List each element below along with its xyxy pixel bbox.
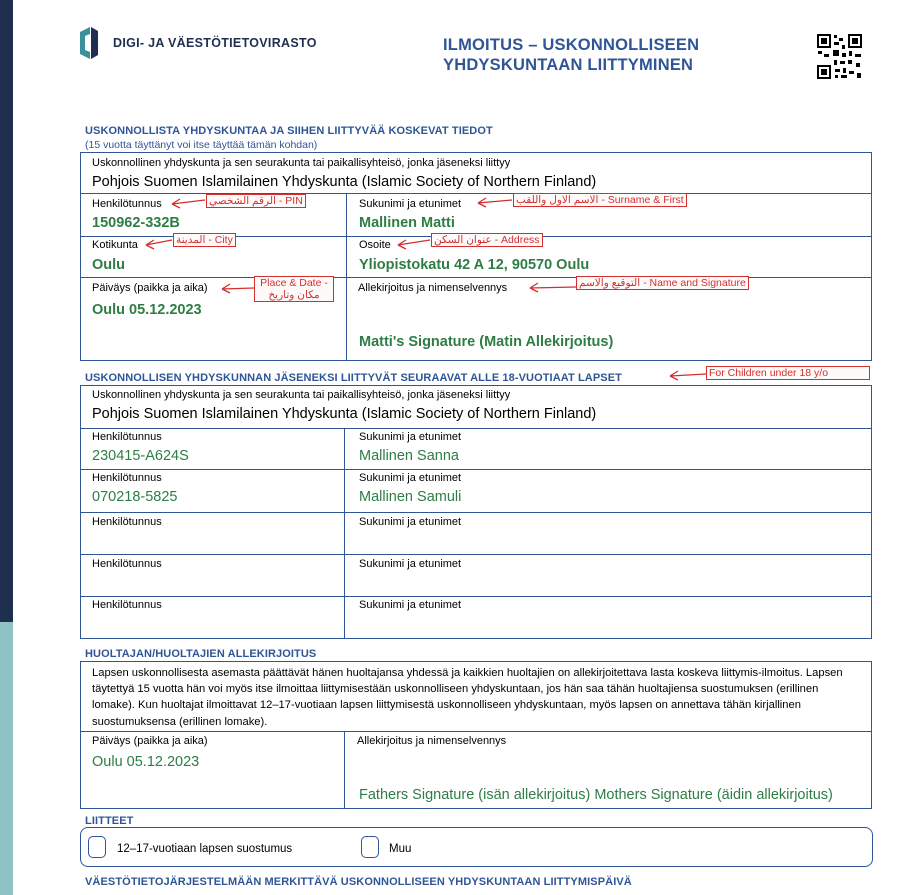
divider [80,193,872,194]
community-label: Uskonnollinen yhdyskunta ja sen seurakunta tai paikallisyhteisö, jonka jäseneksi liittyy [92,157,511,169]
annotation-name: الاسم الاول واللقب - Surname & First [513,193,687,207]
date-field[interactable]: Oulu 05.12.2023 [92,302,202,318]
child-name-field[interactable]: Mallinen Samuli [359,489,462,505]
agency-logo-icon [78,26,100,60]
divider [80,469,872,470]
annotation-place-date: Place & Date - مكان وتاريخ [254,276,334,302]
guardian-signature-field[interactable]: Fathers Signature (isän allekirjoitus) Mothers Signature (äidin allekirjoitus) [359,787,833,803]
children-community-field[interactable]: Pohjois Suomen Islamilainen Yhdyskunta (Islamic Society of Northern Finland) [92,406,597,422]
city-label: Kotikunta [92,239,138,251]
guardian-signature-label: Allekirjoitus ja nimenselvennys [357,735,507,747]
section5-title: VÄESTÖTIETOJÄRJESTELMÄÄN MERKITTÄVÄ USKONNOLLISEEN YHDYSKUNTAAN LIITTYMISPÄIVÄ [85,876,632,888]
document-title [443,35,699,75]
child-pin-label: Henkilötunnus [92,431,162,443]
left-sidebar-stripe-teal [0,622,13,895]
child-name-label: Sukunimi ja etunimet [359,558,462,570]
signature-label: Allekirjoitus ja nimenselvennys [358,282,508,294]
guardian-date-field[interactable]: Oulu 05.12.2023 [92,754,200,770]
other-checkbox-label: Muu [389,843,412,855]
arrow-children-icon [670,371,706,380]
section2-title: USKONNOLLISEN YHDYSKUNNAN JÄSENEKSI LIITTYVÄT SEURAAVAT ALLE 18-VUOTIAAT LAPSET [85,372,622,384]
agency-name: DIGI- JA VÄESTÖTIETOVIRASTO [113,36,317,50]
pin-field[interactable]: 150962-332B [92,215,180,231]
name-label: Sukunimi ja etunimet [359,198,462,210]
title-line-2: YHDYSKUNTAAN LIITTYMINEN [443,56,694,74]
column-divider [344,428,345,639]
consent-checkbox[interactable] [88,836,106,858]
guardian-info-paragraph: Lapsen uskonnollisesta asemasta päättävät hänen huoltajansa yhdessä ja kaikkien huoltajien on allekirjoitettava lasta koskeva liittymis-ilmoitus. Lapsen täytettyä 15 vuotta hän voi myös itse ilmoittaa liittymisestään uskonnolliseen yhdyskuntaan, jos hän saa tähän huoltajiensa suostumuksen (erillinen lomake). Kun huoltajat ilmoittavat 12–17-vuotiaan lapsen liittymisestä uskonnolliseen yhdyskuntaan, myös lapsen on annettava tähän kirjallinen suostumuksensa (erillinen lomake). [92,667,843,728]
divider [80,731,872,732]
pin-label: Henkilötunnus [92,198,162,210]
qr-code-icon [816,33,863,80]
divider [80,596,872,597]
divider [80,428,872,429]
child-name-label: Sukunimi ja etunimet [359,599,462,611]
child-pin-label: Henkilötunnus [92,599,162,611]
left-sidebar-stripe-dark [0,0,13,622]
section3-title: HUOLTAJAN/HUOLTAJIEN ALLEKIRJOITUS [85,648,317,660]
annotation-address: عنوان السكن - Address [431,233,543,247]
divider [80,277,872,278]
date-label: Päiväys (paikka ja aika) [92,282,208,294]
section4-title: LIITTEET [85,815,134,827]
annotation-signature: التوقيع والاسم - Name and Signature [576,276,749,290]
column-divider [344,731,345,809]
annotation-children: For Children under 18 y/o [706,366,870,380]
city-field[interactable]: Oulu [92,257,126,273]
child-name-field[interactable]: Mallinen Sanna [359,448,459,464]
column-divider [346,193,347,361]
annotation-pin: الرقم الشخصي - PIN [206,194,306,208]
name-field[interactable]: Mallinen Matti [359,215,455,231]
child-name-label: Sukunimi ja etunimet [359,516,462,528]
child-pin-label: Henkilötunnus [92,558,162,570]
child-name-label: Sukunimi ja etunimet [359,431,462,443]
child-pin-label: Henkilötunnus [92,516,162,528]
title-line-1: ILMOITUS – USKONNOLLISEEN [443,36,700,54]
address-field[interactable]: Yliopistokatu 42 A 12, 90570 Oulu [359,257,590,273]
guardian-date-label: Päiväys (paikka ja aika) [92,735,208,747]
address-label: Osoite [359,239,391,251]
annotation-city: المدينة - City [173,233,236,247]
consent-checkbox-label: 12–17-vuotiaan lapsen suostumus [117,843,293,855]
child-pin-field[interactable]: 070218-5825 [92,489,178,505]
child-name-label: Sukunimi ja etunimet [359,472,462,484]
section1-subtitle: (15 vuotta täyttänyt voi itse täyttää tämän kohdan) [85,139,318,151]
child-pin-label: Henkilötunnus [92,472,162,484]
other-checkbox[interactable] [361,836,379,858]
section1-title: USKONNOLLISTA YHDYSKUNTAA JA SIIHEN LIITTYVÄÄ KOSKEVAT TIEDOT [85,125,493,137]
community-field[interactable]: Pohjois Suomen Islamilainen Yhdyskunta (Islamic Society of Northern Finland) [92,174,597,190]
child-pin-field[interactable]: 230415-A624S [92,448,189,464]
signature-field[interactable]: Matti's Signature (Matin Allekirjoitus) [359,334,614,350]
divider [80,512,872,513]
divider [80,554,872,555]
children-community-label: Uskonnollinen yhdyskunta ja sen seurakunta tai paikallisyhteisö, jonka jäseneksi liittyy [92,389,511,401]
